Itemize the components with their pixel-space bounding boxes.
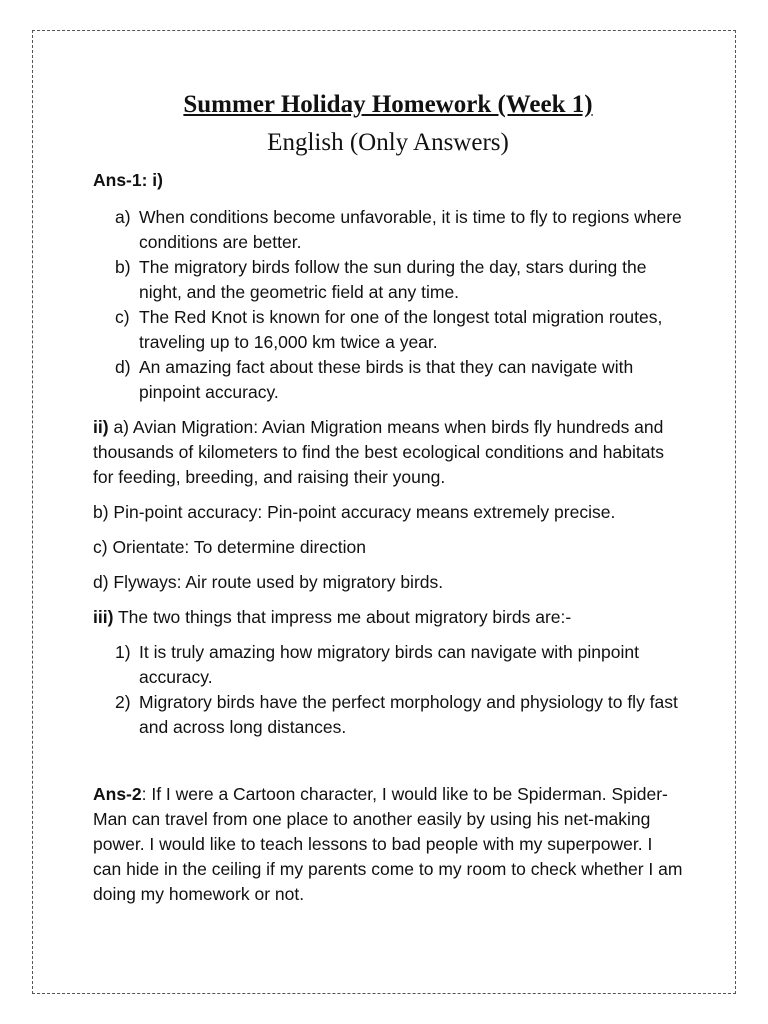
list-item-text: When conditions become unfavorable, it is time to fly to regions where conditions are better. — [139, 207, 682, 252]
list-marker: 1) — [115, 642, 131, 662]
paragraph-text: : If I were a Cartoon character, I would like to be Spiderman. Spider-Man can travel from one place to another easily by using his net-making power. I would like to teach lessons to bad people with my superpower. I can hide in the ceiling if my parents come to my room to check whether I am doing my homework or not. — [93, 784, 683, 904]
list-item — [93, 690, 683, 740]
ans1-part-ii-c: c) Orientate: To determine direction — [93, 537, 367, 557]
page-title: Summer Holiday Homework (Week 1) — [183, 91, 593, 118]
ans1-heading: Ans-1: i) — [93, 170, 163, 190]
list-item-text: The migratory birds follow the sun during the day, stars during the night, and the geometric field at any time. — [139, 257, 647, 302]
list-marker: a) — [115, 207, 131, 227]
ans1-part-ii-d: d) Flyways: Air route used by migratory birds. — [93, 572, 444, 592]
list-item-text: The Red Knot is known for one of the longest total migration routes, traveling up to 16,000 km twice a year. — [139, 307, 663, 352]
list-item-text: Migratory birds have the perfect morphology and physiology to fly fast and across long distances. — [139, 692, 678, 737]
paragraph-text: a) Avian Migration: Avian Migration means when birds fly hundreds and thousands of kilometers to find the best ecological conditions and habitats for feeding, breeding, and raising their young. — [93, 417, 665, 487]
list-marker: d) — [115, 357, 131, 377]
spacer — [93, 750, 683, 782]
part-ii-label: ii) — [93, 417, 109, 437]
ans1-part-iii-intro — [93, 605, 683, 630]
ans1-part-iii-list — [93, 640, 683, 740]
ans1-part-ii-a — [93, 415, 683, 490]
list-marker: 2) — [115, 692, 131, 712]
list-item-text: It is truly amazing how migratory birds can navigate with pinpoint accuracy. — [139, 642, 639, 687]
ans1-part-i-list — [93, 205, 683, 405]
part-iii-label: iii) — [93, 607, 114, 627]
list-item — [93, 305, 683, 355]
list-item — [93, 640, 683, 690]
ans2-paragraph — [93, 782, 683, 907]
list-marker: b) — [115, 257, 131, 277]
list-marker: c) — [115, 307, 130, 327]
document-body — [93, 88, 683, 917]
ans1-part-ii-b: b) Pin-point accuracy: Pin-point accuracy means extremely precise. — [93, 502, 616, 522]
list-item — [93, 355, 683, 405]
page-subtitle: English (Only Answers) — [267, 129, 509, 156]
paragraph-text: The two things that impress me about migratory birds are:- — [113, 607, 572, 627]
list-item — [93, 255, 683, 305]
ans2-label: Ans-2 — [93, 784, 142, 804]
list-item-text: An amazing fact about these birds is that they can navigate with pinpoint accuracy. — [139, 357, 634, 402]
list-item — [93, 205, 683, 255]
